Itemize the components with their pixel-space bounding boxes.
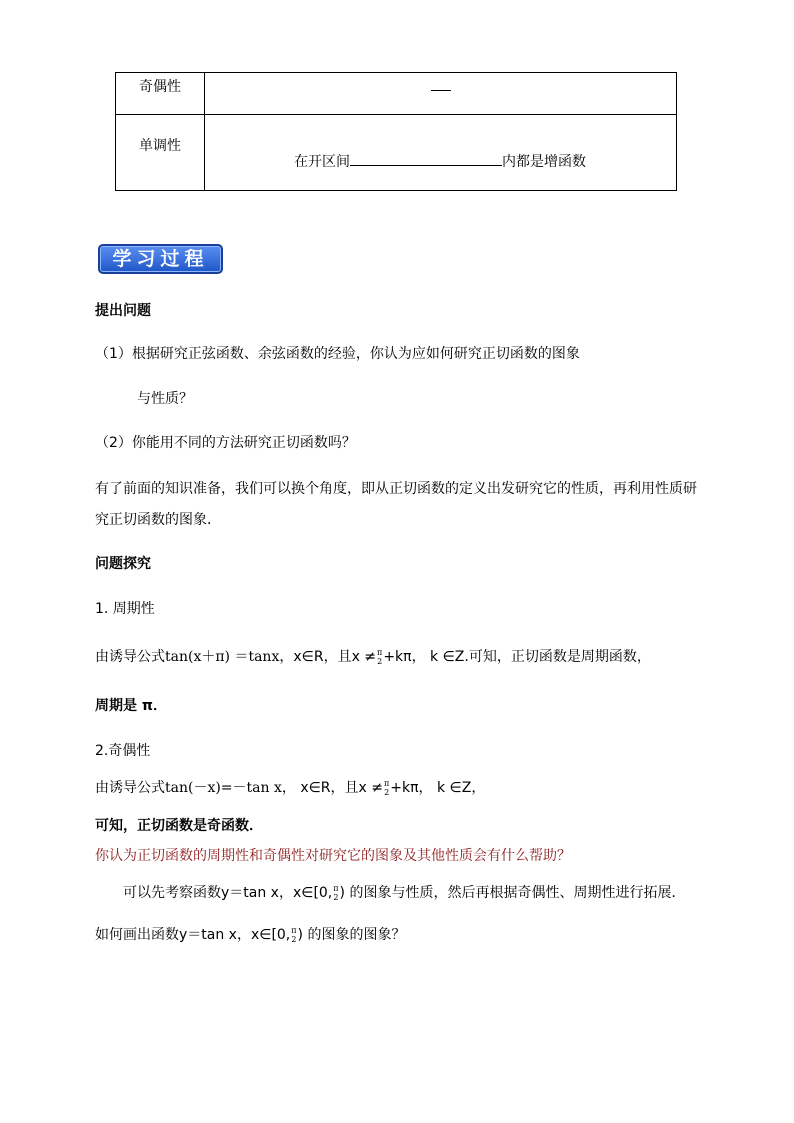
row-label-monotonicity: 单调性: [139, 138, 181, 154]
pi-over-2-fraction: [291, 926, 296, 944]
fraction-numerator: π: [377, 648, 383, 657]
parity-heading: 2.奇偶性: [95, 743, 151, 759]
fraction-numerator: π: [291, 926, 297, 935]
how-draw-prefix: 如何画出函数y＝tan x，x∈[0,: [95, 927, 291, 943]
fraction-denominator: 2: [291, 935, 297, 944]
fraction-numerator: π: [384, 779, 390, 788]
interval-blank: [350, 165, 502, 166]
how-to-draw-line: [95, 924, 405, 944]
parity-formula-prefix: 由诱导公式: [95, 780, 165, 796]
periodicity-formula-prefix: 由诱导公式: [95, 649, 165, 665]
fraction-numerator: π: [333, 884, 339, 893]
parity-conclusion: 可知，正切函数是奇函数．: [95, 818, 263, 834]
periodicity-domain: ，x∈R，且x ≠: [279, 649, 377, 665]
parity-blank: [431, 90, 451, 91]
section-title-raise-questions: 提出问题: [95, 303, 151, 319]
pi-over-2-fraction: [377, 648, 382, 666]
answer-line: [123, 882, 685, 902]
question-1-line-2: 与性质？: [137, 391, 193, 407]
intro-line-1: 有了前面的知识准备，我们可以换个角度，即从正切函数的定义出发研究它的性质，再利用性质研: [95, 481, 697, 497]
parity-domain: ， x∈R，且x ≠: [281, 780, 383, 796]
row-label-parity: 奇偶性: [139, 79, 181, 95]
section-title-explore: 问题探究: [95, 556, 151, 572]
periodicity-heading: 1. 周期性: [95, 601, 155, 617]
answer-prefix: 可以先考察函数y＝tan x，x∈[0,: [123, 885, 333, 901]
intro-line-2: 究正切函数的图象．: [95, 512, 221, 528]
question-2: （2）你能用不同的方法研究正切函数吗？: [95, 435, 356, 451]
parity-formula-line: [95, 777, 485, 797]
property-table: [115, 72, 677, 191]
fraction-denominator: 2: [333, 893, 339, 902]
periodicity-formula-line: [95, 646, 651, 666]
how-draw-suffix: ) 的图象的图象？: [297, 927, 406, 943]
table-divider-vertical: [204, 73, 205, 190]
periodicity-formula: tan(x＋π) ＝tanx: [165, 649, 280, 665]
monotonicity-text: [294, 151, 586, 171]
pi-over-2-fraction: [384, 779, 389, 797]
section-banner: 学习过程: [98, 244, 223, 274]
monotonicity-prefix: 在开区间: [294, 154, 350, 170]
monotonicity-suffix: 内都是增函数: [502, 154, 586, 170]
parity-tail: +kπ， k ∈Z，: [390, 780, 486, 796]
periodicity-conclusion: 周期是 π．: [95, 698, 167, 714]
fraction-denominator: 2: [377, 657, 383, 666]
answer-suffix: ) 的图象与性质，然后再根据奇偶性、周期性进行拓展．: [339, 885, 686, 901]
question-1-line-1: （1）根据研究正弦函数、余弦函数的经验，你认为应如何研究正切函数的图象: [95, 346, 580, 362]
guiding-question: 你认为正切函数的周期性和奇偶性对研究它的图象及其他性质会有什么帮助？: [95, 848, 571, 864]
fraction-denominator: 2: [384, 788, 390, 797]
table-divider-horizontal: [116, 114, 676, 115]
pi-over-2-fraction: [333, 884, 338, 902]
parity-formula: tan(－x)=－tan x: [165, 780, 282, 796]
periodicity-tail: +kπ， k ∈Z.可知，正切函数是周期函数，: [383, 649, 651, 665]
